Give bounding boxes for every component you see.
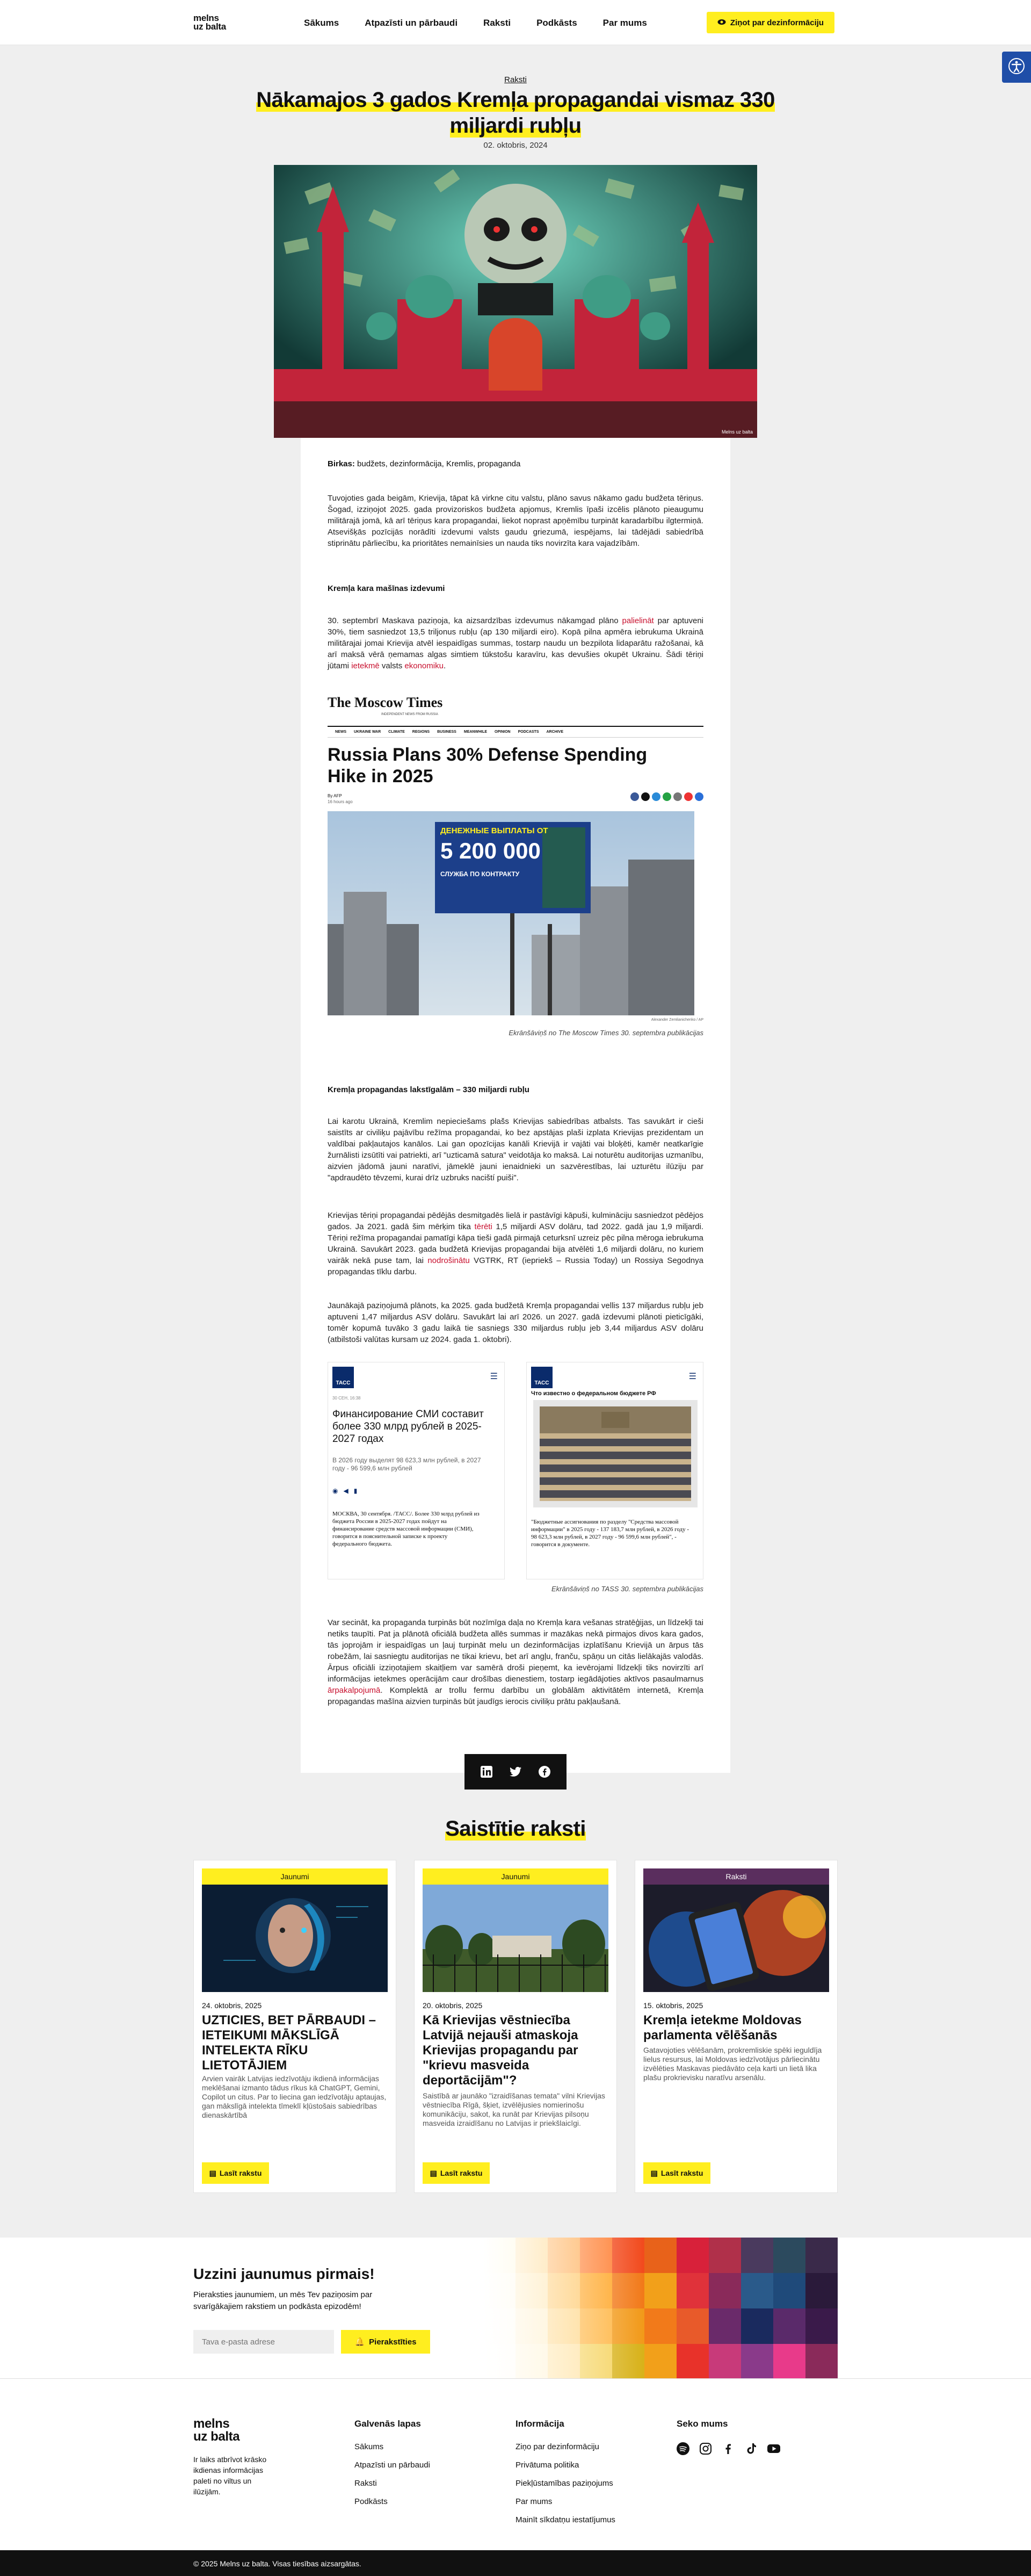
accessibility-icon xyxy=(1008,58,1025,77)
footer-col-title: Seko mums xyxy=(677,2419,728,2429)
footer-col-follow xyxy=(677,2419,781,2458)
footer-link-articles[interactable]: Raksti xyxy=(354,2479,377,2488)
card-badge: Jaunumi xyxy=(202,1868,388,1885)
read-article-button[interactable]: ▤ Lasīt rakstu xyxy=(423,2162,490,2184)
related-card[interactable] xyxy=(193,1860,396,2193)
site-logo[interactable] xyxy=(193,14,226,31)
tag-list xyxy=(328,459,703,468)
footer-col-title: Informācija xyxy=(516,2419,564,2429)
paragraph-3: Lai karotu Ukrainā, Kremlim nepieciešams plašs Krievijas sabiedrības atbalsts. Tas savukārt ir cieši saistīts ar civiliķu pajāvību režīma propagandai, ko bez apstājas plaši izplata Krievijas prezidentam un valdībai pakļautajos kanālos. Lai gan opozīcijas kanāli Krievijā ir vajāti vai bloķēti, kamēr neatkarīgie žurnālisti izsūtīti vai patriekti, arī "uzticamā satura" veidotāja ko maksā. Lai noturētu auditorijas uzmanību, aizvien jādomā jauni naratīvi, jāmeklē jauni ienaidnieki un sazvērestības, lai uzturētu ilūziju par "apdraudēto tēvzemi, kurai drīz uzbruks naciští puiši". xyxy=(328,1117,703,1182)
article-category[interactable]: Raksti xyxy=(504,75,527,84)
tass-body: МОСКВА, 30 сентября. /ТАСС/. Более 330 млрд рублей из бюджета России в 2025-2027 годах пойдут на финансирование средств массовой информации (СМИ), говорится в пояснительной записке к проекту федерального бюджета. xyxy=(332,1511,480,1547)
linkedin-icon[interactable] xyxy=(477,1763,496,1781)
mt-billboard-top: ДЕНЕЖНЫЕ ВЫПЛАТЫ ОТ xyxy=(440,826,548,835)
mt-time: 16 hours ago xyxy=(328,799,353,804)
paragraph-2: 30. septembrī Maskava paziņoja, ka aizsardzības izdevumus nākamgad plāno palielināt par aptuveni 30%, tiem sasniedzot 13,5 triljonus rubļu (ap 130 miljardi eiro). Kopā pilna apmēra iebrukuma Ukrainā militārajai jomai Krievija atvēl iespaidīgas summas, tostarp naudu un bezpilota lidaparātu ražošanai, kā arī maksā vērā ņemamas algas simtiem tūkstošu karavīru, kas devušies okupēt Ukrainu. Šādi tēriņi jūtami ietekmē valsts ekonomiku. xyxy=(328,616,703,670)
related-title: Saistītie raksti xyxy=(445,1817,586,1841)
card-title[interactable]: UZTICIES, BET PĀRBAUDI – IETEIKUMI MĀKSLĪGĀ INTELEKTA RĪKU LIETOTĀJIEM xyxy=(202,2013,376,2073)
tass-menu-icon: ☰ xyxy=(490,1372,498,1381)
duma-photo xyxy=(540,1406,691,1501)
card-badge: Raksti xyxy=(643,1868,829,1885)
mt-share-icons xyxy=(630,792,703,801)
link-tereti[interactable]: tērēti xyxy=(474,1222,492,1231)
tass-lead: В 2026 году выделят 98 623,3 млн рублей, в 2027 году - 96 599,6 млн рублей xyxy=(332,1456,481,1472)
related-card[interactable] xyxy=(635,1860,838,2193)
footer-logo[interactable]: melns uz balta xyxy=(193,2416,240,2444)
mt-byline: By AFP xyxy=(328,793,342,798)
main-nav xyxy=(304,18,647,28)
nav-item-about[interactable]: Par mums xyxy=(602,18,647,28)
social-links xyxy=(677,2442,781,2458)
tass-screenshots xyxy=(328,1362,703,1601)
mt-menu: NEWS UKRAINE WAR CLIMATE REGIONS BUSINESS MEANWHILE OPINION PODCASTS ARCHIVE xyxy=(328,726,703,738)
card-date: 24. oktobris, 2025 xyxy=(202,2001,262,2010)
site-header xyxy=(0,0,1031,45)
tass-right-panel xyxy=(526,1362,703,1579)
copyright-bar xyxy=(0,2550,1031,2576)
tass-right-heading: Что известно о федеральном бюджете РФ xyxy=(531,1390,656,1397)
report-disinfo-button[interactable] xyxy=(707,12,834,33)
newsletter-text: Pieraksties jaunumiem, un mēs Tev paziņosim par svarīgākajiem rakstiem un podkāsta epizodēm! xyxy=(193,2290,373,2311)
link-ietekme[interactable]: ietekmē xyxy=(351,661,380,670)
paragraph-6: Var secināt, ka propaganda turpinās būt nozīmīga daļa no Kremļa kara vešanas stratēģijas, un līdzekļi tai netiks taupīti. Pat ja plānotā oficiālā budžeta allēs summas ir mazākas nekā pirmajos divos kara gados, tās joprojām ir iespaidīgas un ļauj turpināt melu un dezinformācijas izplatīšanu Krievijā un ārpus tās robežām, lai sasniegtu auditorijas ne tikai krievu, bet arī angļu, franču, spāņu un citās lielākajās valodās. Ārpus oficiāli izziņotajiem skaitļiem var samērā droši pieņemt, ka ievērojami līdzekļi tiks novirzīti arī informācijas ietekmes operācijām caur drošības dienestiem, tostarp iegādājoties aktīvos pasaulmarnus ārpakalpojumā. Komplektā ar trollu fermu darbību un globālām aktivitātēm internetā, Kremļa propagandas mašīna aizvien turpinās būt jaudīgs ierocis civiliķu prātu pakļaušanā. xyxy=(328,1618,703,1706)
tass-left-panel xyxy=(328,1362,505,1579)
nav-item-articles[interactable]: Raksti xyxy=(483,18,511,28)
footer-link-about[interactable]: Par mums xyxy=(516,2497,553,2506)
mt-photo-credit: Alexander Zemlianichenko / AP xyxy=(651,1018,703,1022)
spotify-icon[interactable] xyxy=(677,2442,689,2458)
card-description: Arvien vairāk Latvijas iedzīvotāju ikdienā informācijas meklēšanai izmanto tādus rīkus kā ChatGPT, Gemini, Copilot un citus. Par to liecina gan iedzīvotāju aptaujas, gan mākslīgā intelekta tīmeklī kļūstošais sabiedrības dienaskārtībā xyxy=(202,2074,387,2119)
tiktok-icon[interactable] xyxy=(744,2442,757,2458)
tags-label: Birkas: xyxy=(328,459,355,468)
logo-line-1: melns xyxy=(193,13,219,23)
nav-item-podcast[interactable]: Podkāsts xyxy=(536,18,577,28)
card-image-embassy xyxy=(423,1885,608,1992)
link-palielinat[interactable]: palielināt xyxy=(622,616,654,625)
footer-link-home[interactable]: Sākums xyxy=(354,2442,384,2451)
document-icon: ▤ xyxy=(430,2168,437,2177)
mt-masthead xyxy=(328,695,442,711)
article-body xyxy=(301,438,730,1773)
moscow-times-screenshot xyxy=(328,690,703,1040)
facebook-icon[interactable] xyxy=(722,2442,735,2458)
footer-link-report[interactable]: Ziņo par dezinformāciju xyxy=(516,2442,599,2451)
bell-icon: 🔔 xyxy=(354,2337,365,2347)
footer-col-main-pages xyxy=(354,2419,430,2515)
subheading-war-spending: Kremļa kara mašīnas izdevumi xyxy=(328,584,445,593)
newsletter-email-input[interactable] xyxy=(193,2330,334,2354)
mt-caption: Ekrānšāviņš no The Moscow Times 30. septembra publikācijas xyxy=(509,1029,703,1037)
tags-links[interactable]: budžets, dezinformācija, Kremlis, propaganda xyxy=(357,459,521,468)
mt-billboard-bottom: СЛУЖБА ПО КОНТРАКТУ xyxy=(440,870,520,878)
read-article-button[interactable]: ▤ Lasīt rakstu xyxy=(202,2162,269,2184)
tass-menu-icon-2: ☰ xyxy=(688,1372,696,1381)
card-title[interactable]: Kā Krievijas vēstniecība Latvijā nejauši atmaskoja Krievijas propagandu par "krievu masveida deportācijām"? xyxy=(423,2013,578,2088)
hero-image xyxy=(274,165,757,438)
footer-col-title: Galvenās lapas xyxy=(354,2419,421,2429)
color-mosaic xyxy=(483,2238,838,2378)
footer-link-cookies[interactable]: Mainīt sīkdatņu iestatījumus xyxy=(516,2515,615,2524)
document-icon: ▤ xyxy=(209,2168,216,2177)
tass-caption: Ekrānšāviņš no TASS 30. septembra publikācijas xyxy=(551,1585,703,1593)
subscribe-button[interactable]: 🔔 Pierakstīties xyxy=(341,2330,430,2354)
card-description: Saistībā ar jaunāko "izraidīšanas temata" vilni Krievijas vēstniecība Rīgā, šķiet, izvēlējusies nomierinošu komunikāciju, sakot, ka runāt par Krievijas pilsoņu masveida izraidīšanu no Latvijas ir priekšlaicīgi. xyxy=(423,2091,605,2127)
footer-link-podcast[interactable]: Podkāsts xyxy=(354,2497,388,2506)
report-label: Ziņot par dezinformāciju xyxy=(730,18,824,27)
paragraph-4: Krievijas tēriņi propagandai pēdējās desmitgadēs lielā ir pastāvīgi kāpuši, kulmināciju sasniedzot pēdējos gados. Ja 2021. gadā šim mērķim tika tērēti 1,5 miljardi ASV dolāru, tad 2022. gadā jau 1,9 miljardi. Tēriņi režīma propagandai pamatīgi kāpa tieši gadā pirmajā ceturksnī uzreiz pēc pilna mēroga iebrukuma Ukrainā. Savukārt 2023. gada budžetā Krievijas propagandai bija atvēlēti 1,6 miljardi dolāru, no kuriem vairāk nekā puse tam, lai nodrošinātu VGTRK, RT (iepriekš – Russia Today) un Rossiya Segodnya propagandas tīklu darbu. xyxy=(328,1211,703,1276)
tass-share-icons: ◉ ◀ ▮ xyxy=(332,1487,358,1495)
footer-link-privacy[interactable]: Privātuma politika xyxy=(516,2460,579,2470)
footer-description: Ir laiks atbrīvot krāsko ikdienas informācijas paleti no viltus un ilūzijām. xyxy=(193,2455,267,2496)
mt-billboard-amount: 5 200 000 xyxy=(440,838,541,863)
hero-credit: Melns uz balta xyxy=(721,429,753,435)
tass-date: 30 СЕН, 16:38 xyxy=(332,1396,361,1401)
mt-photo xyxy=(328,811,694,1015)
eye-icon xyxy=(717,18,726,27)
tass-headline: Финансирование СМИ составит более 330 млрд рублей в 2025-2027 годах xyxy=(332,1409,484,1445)
share-bar xyxy=(464,1754,567,1790)
card-badge: Jaunumi xyxy=(423,1868,608,1885)
card-date: 15. oktobris, 2025 xyxy=(643,2001,703,2010)
related-card[interactable] xyxy=(414,1860,617,2193)
nav-item-recognize[interactable]: Atpazīsti un pārbaudi xyxy=(365,18,458,28)
subheading-propaganda: Kremļa propagandas lakstīgalām – 330 miljardi rubļu xyxy=(328,1085,529,1094)
mt-headline: Russia Plans 30% Defense Spending Hike in 2025 xyxy=(328,745,648,786)
tass-logo-2: ТАСС xyxy=(531,1367,553,1388)
twitter-icon[interactable] xyxy=(506,1763,525,1781)
facebook-icon[interactable] xyxy=(535,1763,554,1781)
newsletter-section xyxy=(0,2238,1031,2378)
article-date: 02. oktobris, 2024 xyxy=(483,141,548,150)
read-article-button[interactable]: ▤ Lasīt rakstu xyxy=(643,2162,710,2184)
site-footer xyxy=(0,2378,1031,2550)
footer-col-info xyxy=(516,2419,615,2534)
youtube-icon[interactable] xyxy=(767,2442,781,2458)
card-title[interactable]: Kremļa ietekme Moldovas parlamenta vēlēšanās xyxy=(643,2013,802,2043)
mt-brand: The Moscow Times xyxy=(328,695,443,710)
link-arpakalpojuma[interactable]: ārpakalpojumā xyxy=(328,1686,381,1695)
paragraph-5: Jaunākajā paziņojumā plānots, ka 2025. gada budžetā Kremļa propagandai vellis 137 miljardus rubļu jeb aptuveni 1,47 miljardus ASV dolāru. Savukārt lai arī 2026. un 2027. gadā izdevumi plānoti pieticīgāki, tomēr kopumā tuvāko 3 gadu laikā tie sasniegs 330 miljardus rubļu jeb 3,44 miljardus ASV dolāru (atbilstoši valūtas kursam uz 2024. gada 1. oktobri). xyxy=(328,1301,703,1344)
tass-right-text: "Бюджетные ассигнования по разделу "Средства массовой информации" в 2025 году - 137 183,7 млн рублей, в 2026 году - 98 623,3 млн рублей, в 2027 году - 96 599,6 млн рублей", - говорится в документе. xyxy=(531,1519,689,1548)
logo-line-2: uz balta xyxy=(193,21,226,32)
footer-link-recognize[interactable]: Atpazīsti un pārbaudi xyxy=(354,2460,430,2470)
card-date: 20. oktobris, 2025 xyxy=(423,2001,483,2010)
tass-logo: ТАСС xyxy=(332,1367,354,1388)
article-title: Nākamajos 3 gados Kremļa propagandai vismaz 330 miljardi rubļu xyxy=(256,88,775,138)
paragraph-1: Tuvojoties gada beigām, Krievija, tāpat kā virkne citu valstu, plāno savus nākamo gadu budžeta tēriņus. Šogad, izziņojot 2025. gada provizoriskos budžeta apjomus, Kremlis īpaši izcēlis plānoto pieaugumu militārajā jomā, kā arī tēriņus kara propagandai, liekot noprast apņēmību turpināt karadarbību ilgtermiņā. Atsevišķās pozīcijās norādīti izdevumi valsts gaudu griezumā, iespējams, lai tādējādi sabiedrībā stiprinātu pārliecību, ka prioritātes nemainīsies un nauda tiks novirzīta kara vajadzībām. xyxy=(328,494,703,548)
card-image-moldova xyxy=(643,1885,829,1992)
instagram-icon[interactable] xyxy=(699,2442,712,2458)
document-icon: ▤ xyxy=(650,2168,658,2177)
tass-photo-frame xyxy=(533,1400,698,1507)
nav-item-home[interactable]: Sākums xyxy=(304,18,339,28)
copyright-text: © 2025 Melns uz balta. Visas tiesības aizsargātas. xyxy=(193,2559,361,2568)
footer-link-accessibility[interactable]: Piekļūstamības paziņojums xyxy=(516,2479,613,2488)
mt-tagline: INDEPENDENT NEWS FROM RUSSIA xyxy=(381,713,438,716)
link-ekonomiku[interactable]: ekonomiku xyxy=(404,661,444,670)
link-nodrosinatu[interactable]: nodrošinātu xyxy=(427,1256,470,1265)
card-description: Gatavojoties vēlēšanām, prokremliskie spēki ieguldīja lielus resursus, lai Moldovas iedzīvotājus pārliecinātu izvēlēties Maskavas piedāvāto ceļa karti un lietā lika plašu prokrievisku naratīvu arsenālu. xyxy=(643,2046,822,2082)
newsletter-title: Uzzini jaunumus pirmais! xyxy=(193,2265,375,2282)
card-image-ai xyxy=(202,1885,388,1992)
